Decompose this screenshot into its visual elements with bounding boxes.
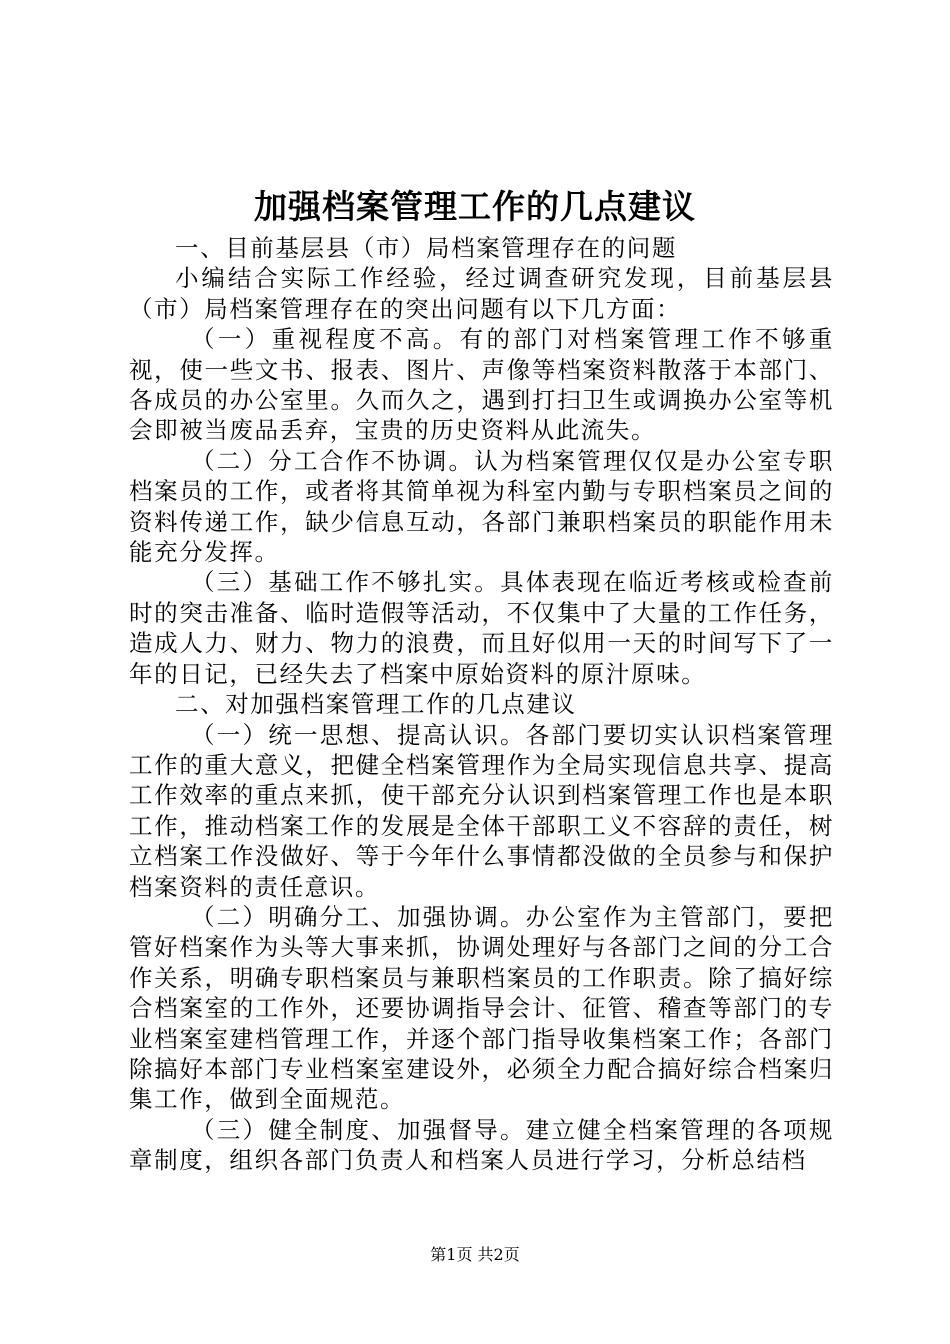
section-heading-2: 二、对加强档案管理工作的几点建议 xyxy=(175,690,577,719)
body-paragraph-suggestion-1: （一）统一思想、提高认识。各部门要切实认识档案管理工作的重大意义，把健全档案管理作为全局实现信息共享、提高工作效率的重点来抓，使干部充分认识到档案管理工作也是本职工作，推动档案工作的发展是全体干部职工义不容辞的责任，树立档案工作没做好、等于今年什么事情都没做的全员参与和保护档案资料的责任意识。 xyxy=(129,720,834,901)
body-paragraph-problem-1: （一）重视程度不高。有的部门对档案管理工作不够重视，使一些文书、报表、图片、声像等档案资料散落于本部门、各成员的办公室里。久而久之，遇到打扫卫生或调换办公室等机会即被当废品丢弃，宝贵的历史资料从此流失。 xyxy=(129,325,834,445)
body-paragraph-suggestion-3: （三）健全制度、加强督导。建立健全档案管理的各项规章制度，组织各部门负责人和档案人员进行学习，分析总结档 xyxy=(129,1115,834,1175)
page-number-footer: 第1页 共2页 xyxy=(430,1245,520,1264)
body-paragraph-problem-3: （三）基础工作不够扎实。具体表现在临近考核或检查前时的突击准备、临时造假等活动，不仅集中了大量的工作任务，造成人力、财力、物力的浪费，而且好似用一天的时间写下了一年的日记，已经失去了档案中原始资料的原汁原味。 xyxy=(129,568,834,688)
document-body xyxy=(129,233,834,1176)
body-paragraph-problem-2: （二）分工合作不协调。认为档案管理仅仅是办公室专职档案员的工作，或者将其简单视为科室内勤与专职档案员之间的资料传递工作，缺少信息互动，各部门兼职档案员的职能作用未能充分发挥。 xyxy=(129,446,834,567)
body-paragraph-suggestion-2: （二）明确分工、加强协调。办公室作为主管部门，要把管好档案作为头等大事来抓，协调处理好与各部门之间的分工合作关系，明确专职档案员与兼职档案员的工作职责。除了搞好综合档案室的工作外，还要协调指导会计、征管、稽查等部门的专业档案室建档管理工作，并逐个部门指导收集档案工作；各部门除搞好本部门专业档案室建设外，必须全力配合搞好综合档案归集工作，做到全面规范。 xyxy=(129,902,834,1114)
section-heading-1: 一、目前基层县（市）局档案管理存在的问题 xyxy=(175,234,677,262)
document-title: 加强档案管理工作的几点建议 xyxy=(254,187,696,226)
body-paragraph-intro: 小编结合实际工作经验，经过调查研究发现，目前基层县（市）局档案管理存在的突出问题有以下几方面： xyxy=(129,264,834,323)
